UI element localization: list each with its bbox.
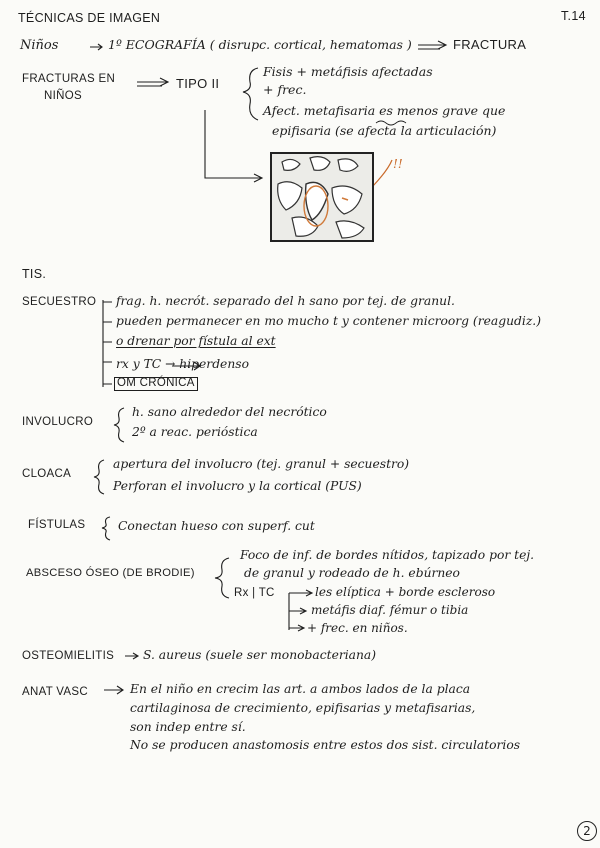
- ninos-label: Niños: [20, 38, 59, 53]
- tipo-label: TIPO II: [176, 76, 220, 91]
- rx-item: + frec. en niños.: [307, 621, 408, 635]
- secuestro-item: frag. h. necrót. separado del h sano por tej. de granul.: [116, 294, 455, 308]
- anat-vasc-label: ANAT VASC: [22, 686, 88, 698]
- cloaca-item: apertura del involucro (tej. granul + secuestro): [113, 457, 410, 471]
- fracturas-item: Fisis + metáfisis afectadas: [263, 64, 433, 79]
- ninos-result: FRACTURA: [453, 37, 527, 52]
- secuestro-item: pueden permanecer en mo mucho t y contener microorg (reagudiz.): [116, 314, 541, 328]
- absceso-line-2: de granul y rodeado de h. ebúrneo: [244, 566, 460, 580]
- fistulas-text: Conectan hueso con superf. cut: [118, 519, 315, 533]
- fracturas-item: epifisaria (se afecta la articulación): [272, 123, 497, 138]
- involucro-label: INVOLUCRO: [22, 416, 94, 428]
- anat-line: En el niño en crecim las art. a ambos lados de la placa: [130, 682, 471, 696]
- tis-heading: TIS.: [22, 267, 47, 281]
- involucro-item: 2º a reac. perióstica: [132, 425, 258, 439]
- rx-item: metáfis diaf. fémur o tibia: [311, 603, 469, 617]
- page-number: 2: [577, 821, 597, 841]
- rx-item: les elíptica + borde escleroso: [315, 585, 496, 599]
- osteomielitis-label: OSTEOMIELITIS: [22, 650, 115, 662]
- alert-annotation: !!: [393, 157, 403, 171]
- anat-line: son indep entre sí.: [130, 720, 246, 734]
- absceso-line-1: Foco de inf. de bordes nítidos, tapizado por tej.: [240, 548, 535, 562]
- fistulas-label: FÍSTULAS: [28, 519, 86, 531]
- cloaca-label: CLOACA: [22, 468, 72, 480]
- absceso-label: ABSCESO ÓSEO (DE BRODIE): [26, 567, 195, 579]
- om-cronica-badge: OM CRÓNICA: [114, 377, 198, 391]
- involucro-item: h. sano alrededor del necrótico: [132, 405, 327, 419]
- secuestro-label: SECUESTRO: [22, 296, 97, 308]
- topic-number: T.14: [561, 9, 586, 23]
- fracturas-item: + frec.: [263, 82, 307, 97]
- bone-sketch-icon: [272, 154, 372, 240]
- anat-line: cartilaginosa de crecimiento, epifisarias y metafisarias,: [130, 701, 476, 715]
- ninos-text: 1º ECOGRAFÍA ( disrupc. cortical, hematomas ): [108, 37, 412, 52]
- secuestro-item: o drenar por fístula al ext: [116, 334, 276, 348]
- fracturas-label-2: NIÑOS: [44, 90, 82, 102]
- xray-sketch-image: [270, 152, 374, 242]
- cloaca-item: Perforan el involucro y la cortical (PUS): [113, 479, 362, 493]
- osteomielitis-text: S. aureus (suele ser monobacteriana): [143, 648, 377, 662]
- anat-line: No se producen anastomosis entre estos dos sist. circulatorios: [130, 738, 521, 752]
- fracturas-item: Afect. metafisaria es menos grave que: [263, 103, 506, 118]
- secuestro-item: rx y TC → hiperdenso: [116, 357, 249, 371]
- fracturas-label-1: FRACTURAS EN: [22, 73, 116, 85]
- page-title: TÉCNICAS DE IMAGEN: [18, 11, 161, 25]
- rx-tc-label: Rx | TC: [234, 587, 275, 599]
